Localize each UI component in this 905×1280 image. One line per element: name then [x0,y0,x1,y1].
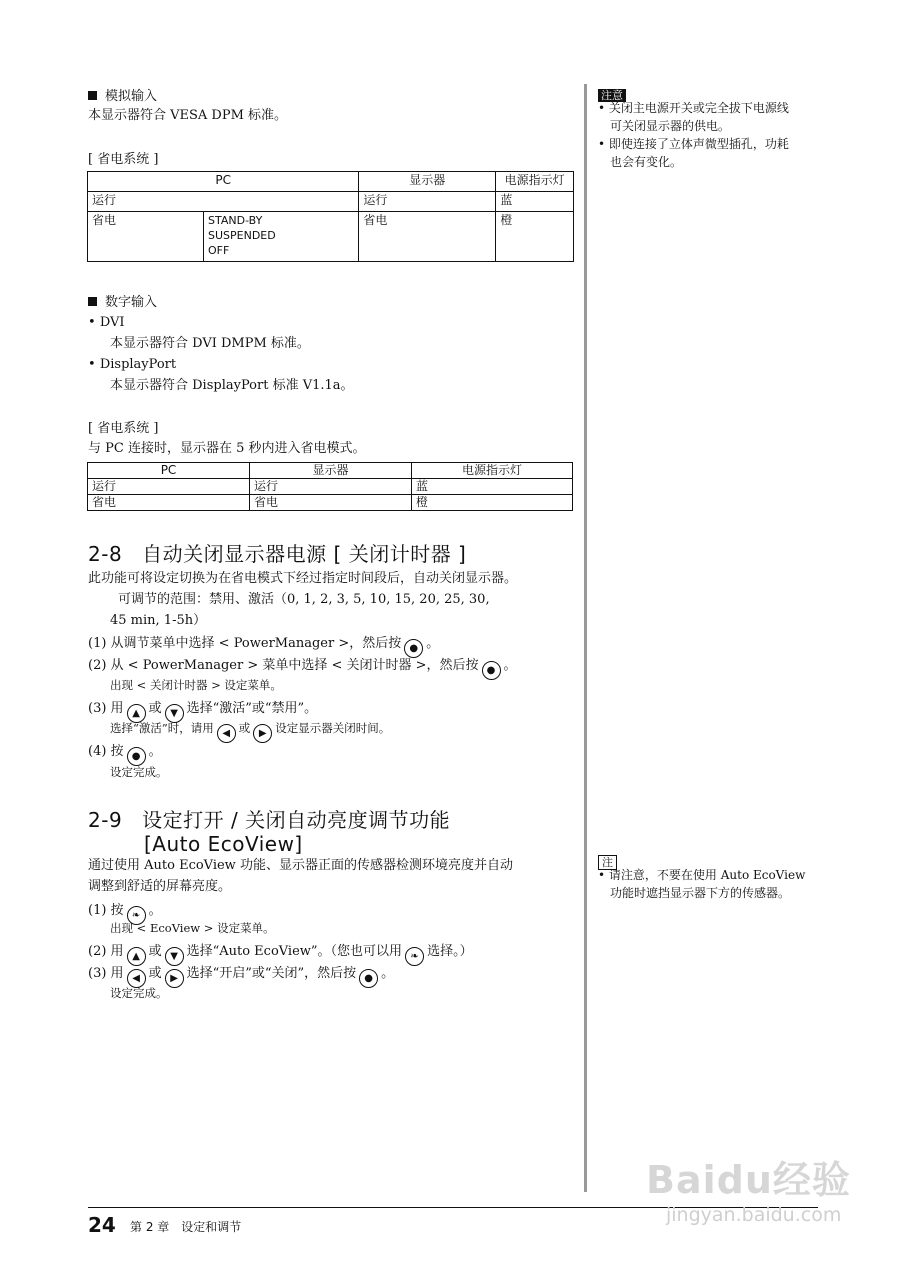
cell: 省电 [88,495,250,511]
section-2-9-title-2: [Auto EcoView] [144,832,303,856]
sec29-step3-sub: 设定完成。 [110,986,168,1000]
sec29-step1: (1) 按 ❧ 。 [88,902,162,925]
cell-modes [204,212,359,262]
down-button-icon: ▼ [165,947,184,966]
cell: 运行 [359,192,496,212]
col-pc: PC [88,463,250,479]
note-item: • 关闭主电源开关或完全拔下电源线 [598,101,789,115]
chapter-label: 第 2 章 设定和调节 [130,1220,242,1234]
sec29-step1-sub: 出现 < EcoView > 设定菜单。 [110,921,275,935]
down-button-icon: ▼ [165,704,184,723]
right-button-icon: ▶ [165,969,184,988]
sec28-step4-sub: 设定完成。 [110,765,168,779]
cell: 省电 [359,212,496,262]
baidu-watermark: Baidu经验 [646,1158,851,1202]
cell: 橙 [412,495,573,511]
note-item: • 请注意，不要在使用 Auto EcoView [598,868,806,882]
sec29-step2: (2) 用 ▲ 或 ▼ 选择“Auto EcoView”。（您也可以用 ❧ 选择。） [88,943,473,966]
sec28-step3-sub: 选择“激活”时，请用 ◀ 或 ▶ 设定显示器关闭时间。 [110,721,390,743]
analog-power-save-label: [ 省电系统 ] [88,152,159,167]
note-item: • 即使连接了立体声微型插孔，功耗 [598,137,789,151]
sec28-intro: 此功能可将设定切换为在省电模式下经过指定时间段后，自动关闭显示器。 [88,571,518,586]
sec29-intro: 通过使用 Auto EcoView 功能、显示器正面的传感器检测环境亮度并自动 [88,858,513,873]
note-item-cont: 功能时遮挡显示器下方的传感器。 [610,886,791,900]
cell: 蓝 [496,192,574,212]
sec28-step4: (4) 按 ● 。 [88,743,162,766]
cell: 省电 [88,212,204,262]
digital-heading: 数字输入 [88,294,157,312]
note-item-cont: 可关闭显示器的供电。 [610,119,731,133]
dp-text: 本显示器符合 DisplayPort 标准 V1.1a。 [110,378,354,393]
col-led: 电源指示灯 [496,172,574,192]
note-caution [598,99,828,171]
section-2-9-title: 2-9 设定打开 / 关闭自动亮度调节功能 [88,808,451,832]
cell: 蓝 [412,479,573,495]
sec28-step1: (1) 从调节菜单中选择 < PowerManager >，然后按 ● 。 [88,635,439,658]
enter-button-icon: ● [404,639,423,658]
cell: 运行 [88,479,250,495]
sec29-intro-cont: 调整到舒适的屏幕亮度。 [88,879,232,894]
sec28-range-cont: 45 min, 1-5h） [110,613,207,628]
col-monitor: 显示器 [359,172,496,192]
cell: 省电 [250,495,412,511]
enter-button-icon: ● [482,661,501,680]
col-monitor: 显示器 [250,463,412,479]
digital-power-save-text: 与 PC 连接时，显示器在 5 秒内进入省电模式。 [88,441,366,456]
mode: SUSPENDED [208,229,276,242]
section-2-8-title: 2-8 自动关闭显示器电源 [ 关闭计时器 ] [88,542,467,566]
up-button-icon: ▲ [127,947,146,966]
note-item-cont: 也会有变化。 [610,155,683,169]
digital-power-table [87,462,573,511]
sec28-step2: (2) 从 < PowerManager > 菜单中选择 < 关闭计时器 >，然后按 ● 。 [88,657,517,680]
left-button-icon: ◀ [217,724,236,743]
left-button-icon: ◀ [127,969,146,988]
sec29-step3: (3) 用 ◀ 或 ▶ 选择“开启”或“关闭”，然后按 ● 。 [88,965,394,988]
sec28-step2-sub: 出现 < 关闭计时器 > 设定菜单。 [110,678,282,692]
col-pc: PC [88,172,359,192]
enter-button-icon: ● [359,969,378,988]
eco-button-icon: ❧ [127,906,146,925]
sec28-step3: (3) 用 ▲ 或 ▼ 选择“激活”或“禁用”。 [88,700,317,723]
watermark-url: jingyan.baidu.com [666,1204,842,1226]
dvi-label: • DVI [88,315,125,330]
note-info [598,866,838,902]
cell: 运行 [88,192,359,212]
analog-text: 本显示器符合 VESA DPM 标准。 [88,108,288,123]
eco-button-icon: ❧ [405,947,424,966]
dp-label: • DisplayPort [88,357,177,372]
up-button-icon: ▲ [127,704,146,723]
mode: OFF [208,244,230,257]
analog-heading: 模拟输入 [88,88,157,106]
analog-power-table [87,171,574,262]
note-caution-tag: 注意 [598,84,626,103]
cell: 橙 [496,212,574,262]
column-divider [584,84,587,1192]
col-led: 电源指示灯 [412,463,573,479]
enter-button-icon: ● [127,747,146,766]
dvi-text: 本显示器符合 DVI DMPM 标准。 [110,336,310,351]
mode: STAND-BY [208,214,263,227]
cell: 运行 [250,479,412,495]
note-tag: 注 [598,851,617,870]
right-button-icon: ▶ [253,724,272,743]
page-number: 24 [88,1213,116,1237]
sec28-range: 可调节的范围：禁用、激活（0, 1, 2, 3, 5, 10, 15, 20, 25, 30, [118,592,490,607]
digital-power-save-label: [ 省电系统 ] [88,421,159,436]
